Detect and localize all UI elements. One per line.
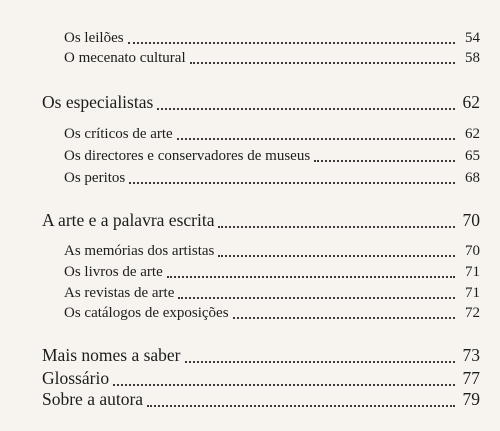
toc-entry-page: 77 (462, 368, 480, 388)
dot-leader (218, 255, 455, 257)
toc-entry-a-arte-e-a-palavra-escrita (42, 210, 480, 231)
toc-entry-title: As revistas de arte (64, 285, 175, 301)
toc-entry-title: Sobre a autora (42, 389, 144, 409)
dot-leader (190, 62, 455, 64)
toc-entry-title: Os livros de arte (64, 264, 163, 280)
dot-leader (233, 317, 455, 319)
toc-entry-page: 54 (465, 30, 480, 46)
toc-entry-as-revistas-de-arte (64, 285, 480, 302)
toc-entry-o-mecenato-cultural (64, 50, 480, 67)
toc-entry-title: Os especialistas (42, 92, 154, 112)
dot-leader (129, 182, 455, 184)
toc-entry-page: 58 (465, 50, 480, 66)
dot-leader (147, 405, 455, 407)
toc-entry-os-criticos-de-arte (64, 126, 480, 143)
toc-entry-title: Os críticos de arte (64, 126, 173, 142)
toc-entry-mais-nomes-a-saber (42, 345, 480, 366)
toc-entry-os-peritos (64, 170, 480, 187)
toc-entry-os-livros-de-arte (64, 264, 480, 281)
dot-leader (177, 138, 455, 140)
toc-entry-page: 71 (465, 264, 480, 280)
toc-entry-page: 79 (462, 389, 480, 409)
toc-entry-page: 70 (465, 243, 480, 259)
dot-leader (314, 160, 455, 162)
dot-leader (185, 361, 455, 363)
dot-leader (178, 297, 455, 299)
toc-entry-page: 72 (465, 305, 480, 321)
toc-entry-page: 73 (462, 345, 480, 365)
toc-entry-title: Glossário (42, 368, 110, 388)
toc-entry-title: Os leilões (64, 30, 124, 46)
dot-leader (218, 226, 455, 228)
toc-entry-title: Os peritos (64, 170, 126, 186)
toc-entry-page: 71 (465, 285, 480, 301)
toc-entry-sobre-a-autora (42, 389, 480, 410)
toc-entry-os-leiloes (64, 30, 480, 47)
toc-entry-title: O mecenato cultural (64, 50, 186, 66)
toc-entry-title: As memórias dos artistas (64, 243, 215, 259)
toc-entry-page: 68 (465, 170, 480, 186)
toc-entry-title: Os directores e conservadores de museus (64, 148, 311, 164)
dot-leader (167, 276, 455, 278)
dot-leader (157, 108, 455, 110)
toc-entry-title: A arte e a palavra escrita (42, 210, 215, 230)
dot-leader (128, 42, 455, 44)
toc-entry-page: 70 (462, 210, 480, 230)
toc-entry-page: 65 (465, 148, 480, 164)
toc-entry-os-directores (64, 148, 480, 165)
toc-entry-os-catalogos-de-exposicoes (64, 305, 480, 322)
toc-entry-title: Mais nomes a saber (42, 345, 181, 365)
toc-entry-page: 62 (462, 92, 480, 112)
toc-entry-glossario (42, 368, 480, 389)
toc-entry-title: Os catálogos de exposições (64, 305, 229, 321)
dot-leader (113, 384, 455, 386)
toc-entry-page: 62 (465, 126, 480, 142)
toc-entry-os-especialistas (42, 92, 480, 113)
toc-entry-as-memorias-dos-artistas (64, 243, 480, 260)
